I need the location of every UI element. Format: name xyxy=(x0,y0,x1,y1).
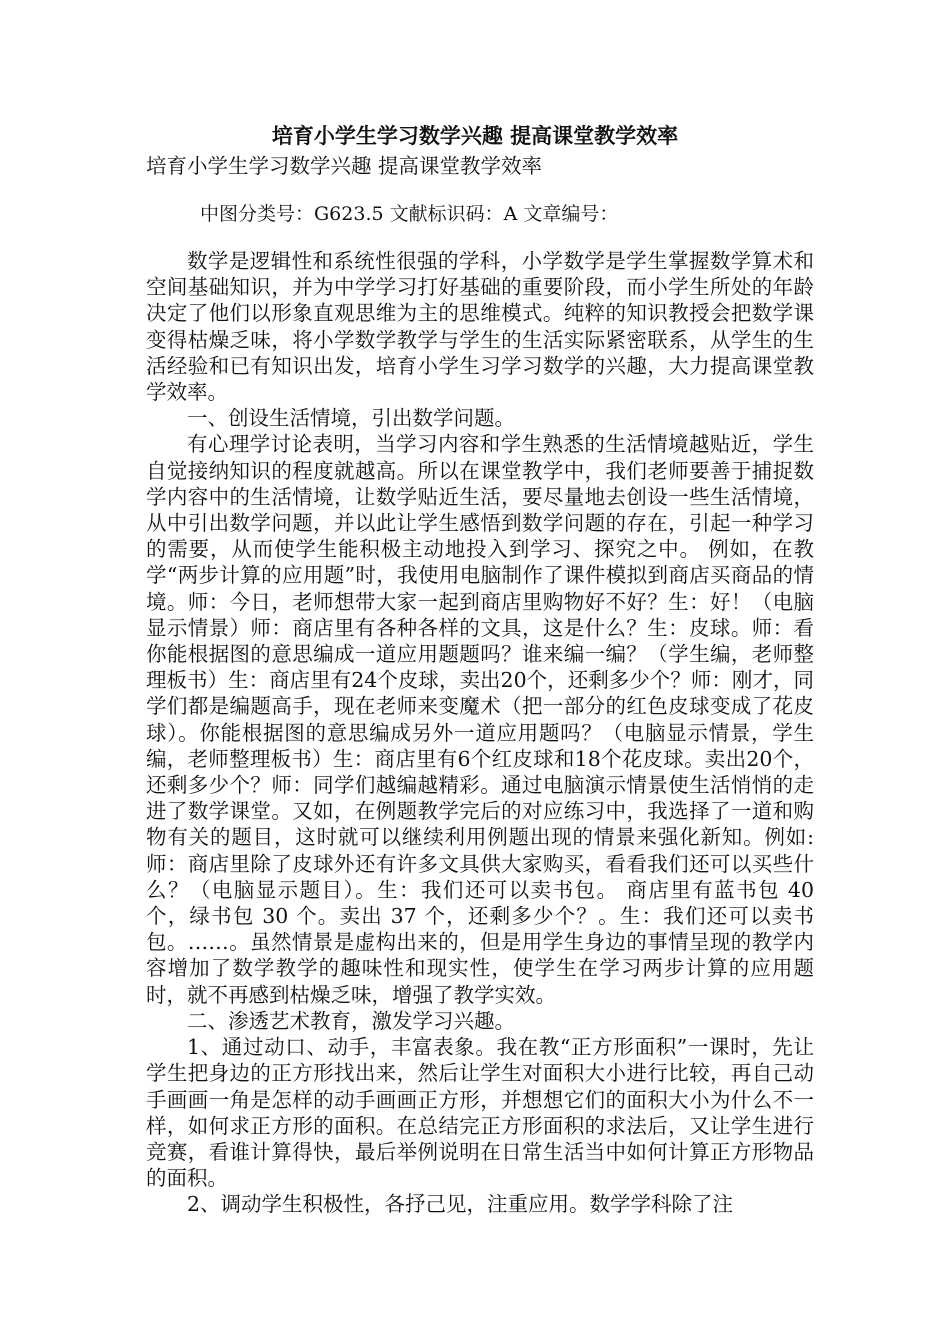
paragraph-section-2-item-1: 1、通过动口、动手，丰富表象。我在教“正方形面积”一课时，先让学生把身边的正方形找出来，然后让学生对面积大小进行比较，再自己动手画画一角是怎样的动手画画正方形，并想想它们的面积大小为什么不一样，如何求正方形的面积。在总结完正方形面积的求法后，又让学生进行竞赛，看谁计算得快，最后举例说明在日常生活当中如何计算正方形物品的面积。 xyxy=(146,1035,814,1191)
classification-line: 中图分类号：G623.5 文献标识码：A 文章编号： xyxy=(200,203,619,225)
paragraph-intro: 数学是逻辑性和系统性很强的学科，小学数学是学生掌握数学算术和空间基础知识，并为中学学习打好基础的重要阶段，而小学生所处的年龄决定了他们以形象直观思维为主的思维模式。纯粹的知识教授会把数学课变得枯燥乏味，将小学数学教学与学生的生活实际紧密联系，从学生的生活经验和已有知识出发，培育小学生习学习数学的兴趣，大力提高课堂教学效率。 xyxy=(146,249,814,405)
section-heading-2: 二、渗透艺术教育，激发学习兴趣。 xyxy=(187,1008,515,1033)
paragraph-section-1: 有心理学讨论表明，当学习内容和学生熟悉的生活情境越贴近，学生自觉接纳知识的程度就越高。所以在课堂教学中，我们老师要善于捕捉数学内容中的生活情境，让数学贴近生活，要尽量地去创设一些生活情境，从中引出数学问题，并以此让学生感悟到数学问题的存在，引起一种学习的需要，从而使学生能积极主动地投入到学习、探究之中。 例如，在教学“两步计算的应用题”时，我使用电脑制作了课件模拟到商店买商品的情境。师：今日，老师想带大家一起到商店里购物好不好？生：好！（电脑显示情景）师：商店里有各种各样的文具，这是什么？生：皮球。师：看你能根据图的意思编成一道应用题题吗？谁来编一编？（学生编，老师整理板书）生：商店里有24个皮球，卖出20个，还剩多少个？师：刚才，同学们都是编题高手，现在老师来变魔术（把一部分的红色皮球变成了花皮球）。你能根据图的意思编成另外一道应用题吗？（电脑显示情景，学生编，老师整理板书）生：商店里有6个红皮球和18个花皮球。卖出20个，还剩多少个？师：同学们越编越精彩。通过电脑演示情景使生活悄悄的走进了数学课堂。又如，在例题教学完后的对应练习中，我选择了一道和购物有关的题目，这时就可以继续利用例题出现的情景来强化新知。例如:师：商店里除了皮球外还有许多文具供大家购买，看看我们还可以买些什么？（电脑显示题目）。生：我们还可以卖书包。 商店里有蓝书包 40 个，绿书包 30 个。卖出 37 个，还剩多少个？。生：我们还可以卖书包。……。虽然情景是虚构出来的，但是用学生身边的事情呈现的教学内容增加了数学教学的趣味性和现实性，使学生在学习两步计算的应用题时，就不再感到枯燥乏味，增强了教学实效。 xyxy=(146,432,814,1007)
paragraph-section-2-item-2: 2、调动学生积极性，各抒己见，注重应用。数学学科除了注 xyxy=(187,1192,734,1217)
document-title: 培育小学生学习数学兴趣 提高课堂教学效率 xyxy=(271,123,679,148)
document-body xyxy=(146,248,814,1218)
document-subtitle: 培育小学生学习数学兴趣 提高课堂教学效率 xyxy=(146,154,543,178)
section-heading-1: 一、创设生活情境，引出数学问题。 xyxy=(187,406,515,431)
